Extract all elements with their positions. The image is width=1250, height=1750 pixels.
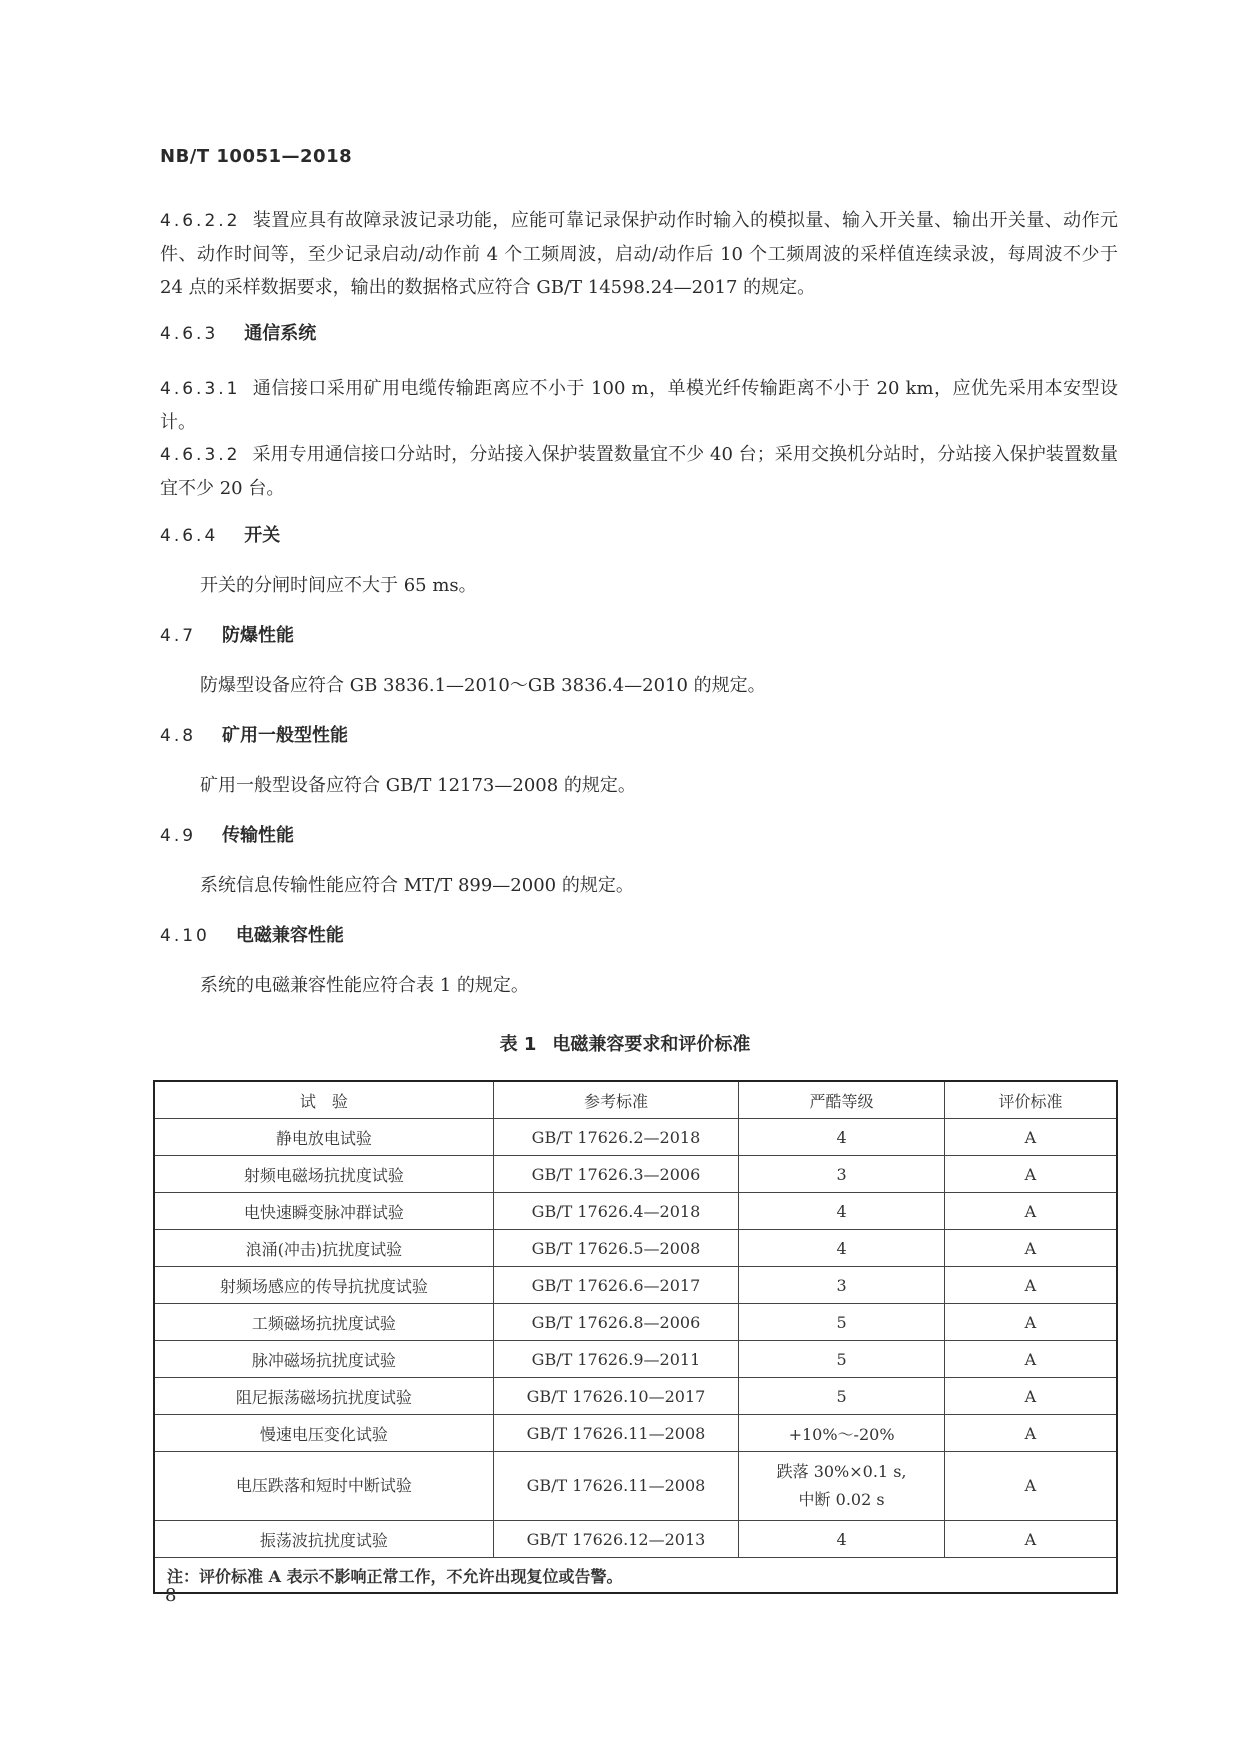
- cell-test: 浪涌(冲击)抗扰度试验: [154, 1230, 493, 1267]
- cell-standard: GB/T 17626.5—2008: [493, 1230, 739, 1267]
- section-body-4-7: 防爆型设备应符合 GB 3836.1—2010～GB 3836.4—2010 的规定。: [200, 675, 766, 696]
- table-row: [154, 1452, 1117, 1521]
- section-number: 4.8: [160, 726, 197, 746]
- cell-standard: GB/T 17626.2—2018: [493, 1119, 739, 1156]
- cell-criterion: A: [944, 1304, 1117, 1341]
- section-title: 防爆性能: [222, 625, 295, 646]
- cell-level-line-2: 中断 0.02 s: [798, 1490, 885, 1509]
- section-title: 矿用一般型性能: [222, 725, 349, 746]
- cell-level: 5: [739, 1304, 945, 1341]
- table-row: [154, 1119, 1117, 1156]
- section-number: 4.9: [160, 826, 197, 846]
- clause-4-6-2-2: [160, 204, 1118, 304]
- section-heading-4-8: [160, 724, 1118, 748]
- table-row: [154, 1341, 1117, 1378]
- clause-number: 4.6.3.1: [160, 379, 241, 399]
- header-criterion: 评价标准: [944, 1081, 1117, 1119]
- section-title: 电磁兼容性能: [235, 925, 344, 946]
- cell-criterion: A: [944, 1193, 1117, 1230]
- section-heading-4-10: [160, 924, 1118, 948]
- table-title: 电磁兼容要求和评价标准: [552, 1034, 751, 1055]
- section-title: 传输性能: [222, 825, 295, 846]
- table-caption: [0, 1030, 1250, 1056]
- section-heading-4-7: [160, 624, 1118, 648]
- table-row: [154, 1415, 1117, 1452]
- cell-standard: GB/T 17626.9—2011: [493, 1341, 739, 1378]
- section-number: 4.6.4: [160, 526, 219, 546]
- table-note-row: [154, 1558, 1117, 1594]
- cell-test: 脉冲磁场抗扰度试验: [154, 1341, 493, 1378]
- table-row: [154, 1378, 1117, 1415]
- clause-number: 4.6.3.2: [160, 445, 241, 465]
- table-row: [154, 1230, 1117, 1267]
- cell-standard: GB/T 17626.8—2006: [493, 1304, 739, 1341]
- cell-level: 3: [739, 1156, 945, 1193]
- header-test: 试 验: [154, 1081, 493, 1119]
- cell-standard: GB/T 17626.11—2008: [493, 1415, 739, 1452]
- cell-standard: GB/T 17626.3—2006: [493, 1156, 739, 1193]
- cell-test: 电快速瞬变脉冲群试验: [154, 1193, 493, 1230]
- section-heading-4-9: [160, 824, 1118, 848]
- section-body-4-8: 矿用一般型设备应符合 GB/T 12173—2008 的规定。: [200, 775, 636, 796]
- table-row: [154, 1304, 1117, 1341]
- table-row: [154, 1521, 1117, 1558]
- document-id-header: NB/T 10051—2018: [160, 146, 353, 167]
- cell-level: [739, 1452, 945, 1521]
- section-heading-4-6-3: [160, 322, 1118, 346]
- cell-test: 电压跌落和短时中断试验: [154, 1452, 493, 1521]
- emc-requirements-table: [153, 1080, 1118, 1594]
- cell-level: 4: [739, 1119, 945, 1156]
- cell-standard: GB/T 17626.4—2018: [493, 1193, 739, 1230]
- cell-criterion: A: [944, 1230, 1117, 1267]
- table-header-row: [154, 1081, 1117, 1119]
- clause-text: 装置应具有故障录波记录功能，应能可靠记录保护动作时输入的模拟量、输入开关量、输出开关量、动作元件、动作时间等，至少记录启动/动作前 4 个工频周波，启动/动作后 10 个工频周波的采样值连续录波，每周波不少于 24 点的采样数据要求，输出的数据格式应符合 GB/T 14598.24—2017 的规定。: [160, 210, 1118, 298]
- cell-criterion: A: [944, 1415, 1117, 1452]
- header-reference-standard: 参考标准: [493, 1081, 739, 1119]
- cell-level: 5: [739, 1378, 945, 1415]
- cell-level: 3: [739, 1267, 945, 1304]
- section-number: 4.7: [160, 626, 197, 646]
- page-number: 8: [165, 1585, 177, 1606]
- clause-text: 通信接口采用矿用电缆传输距离应不小于 100 m，单模光纤传输距离不小于 20 km，应优先采用本安型设计。: [160, 378, 1118, 433]
- table-row: [154, 1193, 1117, 1230]
- cell-level-line-1: 跌落 30%×0.1 s,: [776, 1462, 907, 1481]
- cell-standard: GB/T 17626.6—2017: [493, 1267, 739, 1304]
- section-body-4-6-4: 开关的分闸时间应不大于 65 ms。: [200, 575, 477, 596]
- cell-criterion: A: [944, 1119, 1117, 1156]
- cell-criterion: A: [944, 1156, 1117, 1193]
- cell-criterion: A: [944, 1267, 1117, 1304]
- cell-test: 工频磁场抗扰度试验: [154, 1304, 493, 1341]
- section-title: 开关: [244, 525, 281, 546]
- table-note: 注：评价标准 A 表示不影响正常工作，不允许出现复位或告警。: [154, 1558, 1117, 1594]
- table-number: 表 1: [499, 1034, 537, 1055]
- cell-test: 振荡波抗扰度试验: [154, 1521, 493, 1558]
- cell-criterion: A: [944, 1341, 1117, 1378]
- cell-test: 射频电磁场抗扰度试验: [154, 1156, 493, 1193]
- cell-level: 4: [739, 1193, 945, 1230]
- section-heading-4-6-4: [160, 524, 1118, 548]
- clause-text: 采用专用通信接口分站时，分站接入保护装置数量宜不少 40 台；采用交换机分站时，分站接入保护装置数量宜不少 20 台。: [160, 444, 1118, 499]
- cell-criterion: A: [944, 1521, 1117, 1558]
- cell-standard: GB/T 17626.12—2013: [493, 1521, 739, 1558]
- cell-test: 射频场感应的传导抗扰度试验: [154, 1267, 493, 1304]
- cell-level: 4: [739, 1521, 945, 1558]
- section-title: 通信系统: [244, 323, 317, 344]
- clause-4-6-3-2: [160, 438, 1118, 505]
- table-row: [154, 1267, 1117, 1304]
- cell-test: 慢速电压变化试验: [154, 1415, 493, 1452]
- cell-level: 5: [739, 1341, 945, 1378]
- header-severity-level: 严酷等级: [739, 1081, 945, 1119]
- clause-4-6-3-1: [160, 372, 1118, 439]
- table-row: [154, 1156, 1117, 1193]
- cell-test: 阻尼振荡磁场抗扰度试验: [154, 1378, 493, 1415]
- clause-number: 4.6.2.2: [160, 211, 241, 231]
- cell-standard: GB/T 17626.11—2008: [493, 1452, 739, 1521]
- cell-test: 静电放电试验: [154, 1119, 493, 1156]
- section-number: 4.10: [160, 926, 210, 946]
- cell-criterion: A: [944, 1452, 1117, 1521]
- section-body-4-9: 系统信息传输性能应符合 MT/T 899—2000 的规定。: [200, 875, 634, 896]
- cell-level: 4: [739, 1230, 945, 1267]
- section-body-4-10: 系统的电磁兼容性能应符合表 1 的规定。: [200, 975, 529, 996]
- cell-standard: GB/T 17626.10—2017: [493, 1378, 739, 1415]
- section-number: 4.6.3: [160, 324, 219, 344]
- cell-criterion: A: [944, 1378, 1117, 1415]
- cell-level: +10%～-20%: [739, 1415, 945, 1452]
